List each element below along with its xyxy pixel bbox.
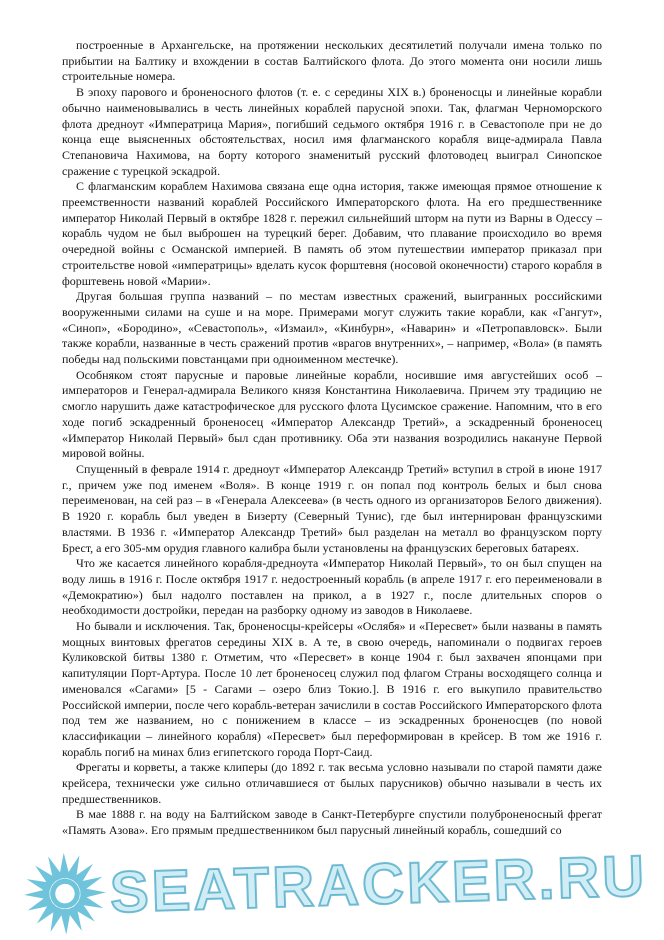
starburst-icon: [21, 849, 110, 938]
paragraph: Но бывали и исключения. Так, броненосцы-крейсеры «Ослябя» и «Пересвет» были названы в память мощных винтовых фрегатов середины XIX в. А те, в свою очередь, напоминали о подвигах героев Куликовской битвы 1380 г. Отметим, что «Пересвет» в конце 1904 г. был захвачен японцами при капитуляции Порт-Артура. После 10 лет броненосец служил под флагом Страны восходящего солнца и именовался «Сагами» [5 - Сагами – озеро близ Токио.]. В 1916 г. его выкупило правительство Российской империи, после чего корабль-ветеран зачислили в состав Российского Императорского флота под тем же названием, но с понижением в классе – из эскадренных броненосцев (по новой классификации – линейного корабля) «Пересвет» был переформирован в крейсер. В том же 1916 г. корабль погиб на минах близ египетского города Порт-Саид.: [62, 619, 602, 759]
paragraph: Что же касается линейного корабля-дредноута «Император Николай Первый», то он был спущен на воду лишь в 1916 г. После октября 1917 г. недостроенный корабль (в апреле 1917 г. его переименовали в «Демократию») был надолго поставлен на прикол, а в 1927 г., после длительных споров о необходимости достройки, передан на разборку одному из заводов в Николаеве.: [62, 556, 602, 618]
paragraph: В эпоху парового и броненосного флотов (т. е. с середины XIX в.) броненосцы и линейные корабли обычно наименовывались в честь линейных кораблей парусной эпохи. Так, флагман Черноморского флота дредноут «Императрица Мария», погибший седьмого октября 1916 г. в Севастополе при не до конца еще выясненных обстоятельствах, носил имя флагманского корабля вице-адмирала Павла Степановича Нахимова, на борту которого знаменитый русский флотоводец выиграл Синопское сражение с турецкой эскадрой.: [62, 85, 602, 178]
paragraph: построенные в Архангельске, на протяжении нескольких десятилетий получали имена только по прибытии на Балтику и вхождении в состав Балтийского флота. До этого момента они носили лишь строительные номера.: [62, 38, 602, 84]
paragraph: Другая большая группа названий – по местам известных сражений, выигранных российскими вооруженными силами на суше и на море. Примерами могут служить такие корабли, как «Гангут», «Синоп», «Бородино», «Севастополь», «Измаил», «Кинбурн», «Наварин» и «Петропавловск». Были также корабли, названные в честь сражений против «врагов внутренних», – например, «Вола» (в память победы над польскими повстанцами при одноименном местечке).: [62, 289, 602, 367]
paragraph: Фрегаты и корветы, а также клиперы (до 1892 г. так весьма условно называли по старой памяти даже крейсера, технически уже сильно отличавшиеся от былых парусников) обычно называли в честь их предшественников.: [62, 760, 602, 806]
paragraph: Особняком стоят парусные и паровые линейные корабли, носившие имя августейших особ – императоров и Генерал-адмирала Великого князя Константина Николаевича. Причем эту традицию не смогло нарушить даже катастрофическое для русского флота Цусимское сражение. Напомним, что в его ходе погиб эскадренный броненосец «Император Александр Третий», а эскадренный броненосец «Император Николай Первый» был сдан противнику. Оба эти названия возродились накануне Первой мировой войны.: [62, 367, 602, 461]
paragraph: В мае 1888 г. на воду на Балтийском заводе в Санкт-Петербурге спустили полуброненосный фрегат «Память Азова». Его прямым предшественником был парусный линейный корабль, сошедший со: [62, 807, 602, 838]
paragraph: С флагманским кораблем Нахимова связана еще одна история, также имеющая прямое отношение к преемственности названий кораблей Российского Императорского флота. На его предшественнике император Николай Первый в октябре 1828 г. пережил сильнейший шторм на пути из Варны в Одессу – корабль чудом не был выброшен на турецкий берег. Добавим, что плавание происходило во время очередной войны с Османской империей. В память об этом путешествии император приказал при строительстве новой «императрицы» вделать кусок форштевня (носовой оконечности) старого корабля в форштевень новой «Марии».: [62, 179, 602, 288]
watermark-text: SEATRACKER.RU: [108, 842, 649, 925]
watermark: [21, 831, 664, 938]
article-text: [62, 38, 602, 839]
paragraph: Спущенный в феврале 1914 г. дредноут «Император Александр Третий» вступил в строй в июне 1917 г., причем уже под именем «Воля». В конце 1919 г. он попал под контроль белых и был снова переименован, на сей раз – в «Генерала Алексеева» (в честь одного из организаторов Белого движения). В 1920 г. корабль был уведен в Бизерту (Северный Тунис), где был интернирован французскими властями. В 1936 г. «Император Александр Третий» был разделан на металл во французском порту Брест, а его 305-мм орудия главного калибра были установлены на французских береговых батареях.: [62, 461, 602, 555]
